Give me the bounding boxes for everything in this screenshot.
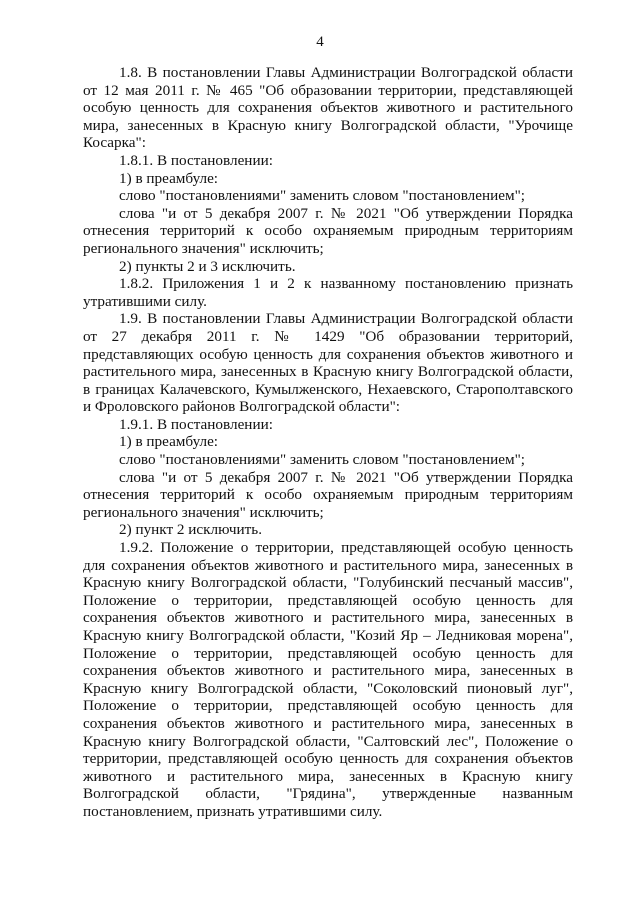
paragraph-1-9-1-item-2: 2) пункт 2 исключить.: [119, 521, 263, 539]
paragraph-1-8-1: 1.8.1. В постановлении:: [119, 151, 273, 169]
paragraph-1-8-1-words-exclude: слова "и от 5 декабря 2007 г. № 2021 "Об утверждении Порядка отнесения территорий к особо охраняемым природным территориям регионального значения" исключить;: [83, 204, 573, 257]
paragraph-1-8-1-item-1: 1) в преамбуле:: [119, 169, 219, 187]
paragraph-1-9-2: 1.9.2. Положение о территории, представляющей особую ценность для сохранения объектов животного и растительного мира, занесенных в Красную книгу Волгоградской области, "Голубинский песчаный массив", Положение о территории, представляющей особую ценность для сохранения объектов животного и растительного мира, занесенных в Красную книгу Волгоградской области, "Козий Яр – Ледниковая морена", Положение о территории, представляющей особую ценность для сохранения объектов животного и растительного мира, занесенных в Красную книгу Волгоградской области, "Соколовский пионовый луг", Положение о территории, представляющей особую ценность для сохранения объектов животного и растительного мира, занесенных в Красную книгу Волгоградской области, "Салтовский лес", Положение о территории, представляющей особую ценность для сохранения объектов животного и растительного мира, занесенных в Красную книгу Волгоградской области, "Грядина", утвержденные названным постановлением, признать утратившими силу.: [83, 539, 573, 820]
paragraph-1-8-2: 1.8.2. Приложения 1 и 2 к названному постановлению признать утратившими силу.: [83, 275, 573, 310]
document-body: [83, 64, 573, 821]
paragraph-1-9: 1.9. В постановлении Главы Администрации Волгоградской области от 27 декабря 2011 г. № 1429 "Об образовании территорий, представляющих особую ценность для сохранения объектов животного и растительного мира, занесенных в Красную книгу Волгоградской области, в границах Калачевского, Кумылженского, Нехаевского, Старополтавского и Фроловского районов Волгоградской области":: [83, 310, 573, 416]
paragraph-1-9-1-words-exclude: слова "и от 5 декабря 2007 г. № 2021 "Об утверждении Порядка отнесения территорий к особо охраняемым природным территориям регионального значения" исключить;: [83, 468, 573, 521]
paragraph-1-8-1-item-2: 2) пункты 2 и 3 исключить.: [119, 257, 296, 275]
page-number: 4: [316, 34, 324, 50]
paragraph-1-8-1-word-replace: слово "постановлениями" заменить словом "постановлением";: [119, 187, 526, 205]
paragraph-1-9-1: 1.9.1. В постановлении:: [119, 415, 273, 433]
paragraph-1-9-1-item-1: 1) в преамбуле:: [119, 433, 219, 451]
paragraph-1-9-1-word-replace: слово "постановлениями" заменить словом "постановлением";: [119, 451, 526, 469]
paragraph-1-8: 1.8. В постановлении Главы Администрации Волгоградской области от 12 мая 2011 г. № 465 "Об образовании территории, представляющей особую ценность для сохранения объектов животного и растительного мира, занесенных в Красную книгу Волгоградской области, "Урочище Косарка":: [83, 64, 573, 152]
